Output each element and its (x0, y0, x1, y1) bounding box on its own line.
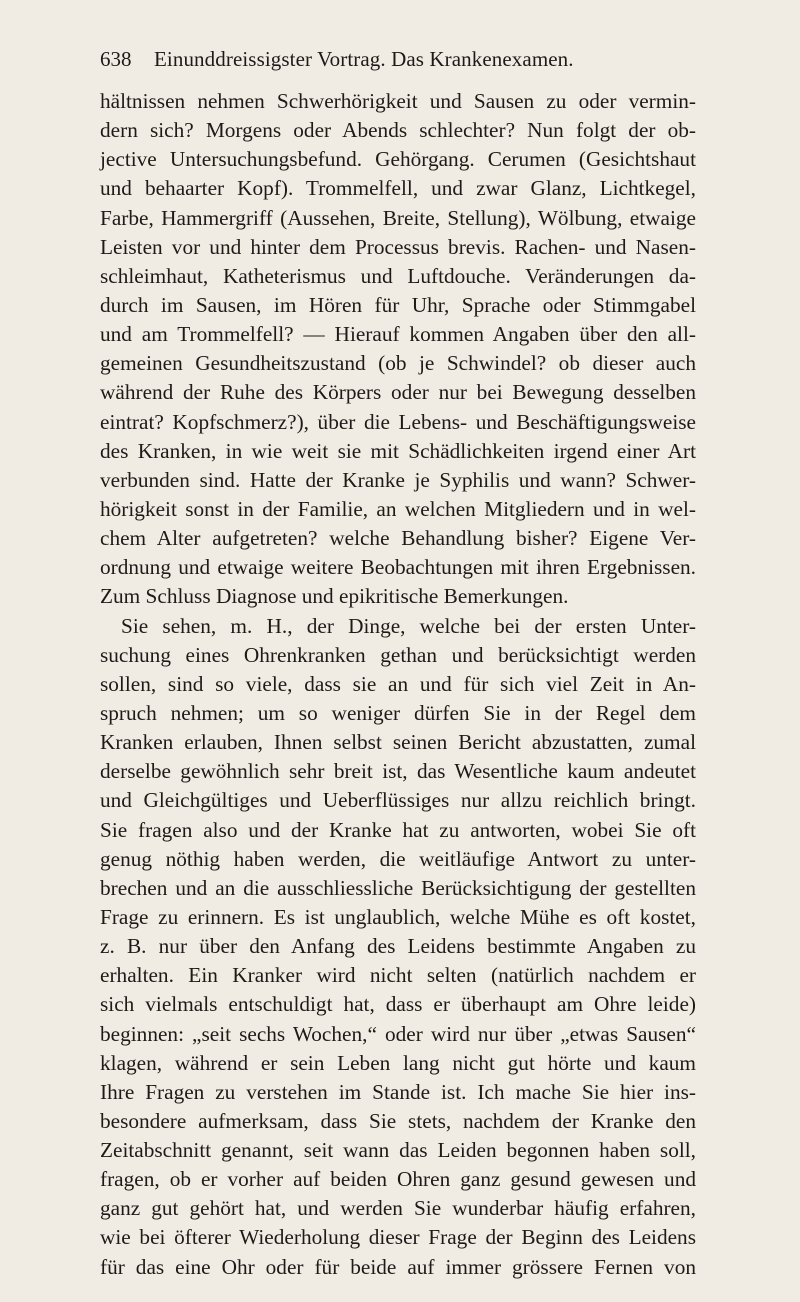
text-line: Ihre Fragen zu verstehen im Stande ist. Ich mache Sie hier ins- (100, 1079, 696, 1104)
text-line: durch im Sausen, im Hören für Uhr, Sprache oder Stimmgabel (100, 292, 696, 317)
text-line: Leisten vor und hinter dem Processus brevis. Rachen- und Nasen- (100, 234, 696, 259)
text-line: sollen, sind so viele, dass sie an und für sich viel Zeit in An- (100, 671, 696, 696)
running-head (100, 44, 696, 74)
text-line: während der Ruhe des Körpers oder nur bei Bewegung desselben (100, 380, 696, 405)
text-line: beginnen: „seit sechs Wochen,“ oder wird nur über „etwas Sausen“ (100, 1021, 696, 1046)
text-line: chem Alter aufgetreten? welche Behandlung bisher? Eigene Ver- (100, 526, 696, 551)
text-line: Frage zu erinnern. Es ist unglaublich, welche Mühe es oft kostet, (100, 904, 696, 929)
text-line: Kranken erlauben, Ihnen selbst seinen Bericht abzustatten, zumal (100, 730, 696, 755)
text-line: und Gleichgültiges und Ueberflüssiges nur allzu reichlich bringt. (100, 788, 696, 813)
paragraph-first-line: Sie sehen, m. H., der Dinge, welche bei der ersten Unter- (121, 613, 696, 638)
page-number: 638 (100, 47, 132, 71)
text-line: derselbe gewöhnlich sehr breit ist, das Wesentliche kaum andeutet (100, 759, 696, 784)
text-line: hörigkeit sonst in der Familie, an welchen Mitgliedern und in wel- (100, 496, 696, 521)
text-line: des Kranken, in wie weit sie mit Schädlichkeiten irgend einer Art (100, 438, 696, 463)
text-line: besondere aufmerksam, dass Sie stets, nachdem der Kranke den (100, 1108, 696, 1133)
text-line: hältnissen nehmen Schwerhörigkeit und Sausen zu oder vermin- (100, 89, 696, 113)
text-line: ordnung und etwaige weitere Beobachtungen mit ihren Ergebnissen. (100, 555, 696, 580)
text-line: Farbe, Hammergriff (Aussehen, Breite, Stellung), Wölbung, etwaige (100, 205, 696, 230)
text-line: erhalten. Ein Kranker wird nicht selten (natürlich nachdem er (100, 963, 696, 988)
text-line: brechen und an die ausschliessliche Berücksichtigung der gestellten (100, 875, 696, 900)
text-line: gemeinen Gesundheitszustand (ob je Schwindel? ob dieser auch (100, 351, 696, 376)
text-line: eintrat? Kopfschmerz?), über die Lebens- und Beschäftigungsweise (100, 409, 696, 434)
text-line: fragen, ob er vorher auf beiden Ohren ganz gesund gewesen und (100, 1167, 696, 1192)
text-line: Sie fragen also und der Kranke hat zu antworten, wobei Sie oft (100, 817, 696, 842)
text-line: z. B. nur über den Anfang des Leidens bestimmte Angaben zu (100, 934, 696, 959)
text-line: sich vielmals entschuldigt hat, dass er überhaupt am Ohre leide) (100, 992, 696, 1017)
text-line: suchung eines Ohrenkranken gethan und berücksichtigt werden (100, 642, 696, 667)
text-line: genug nöthig haben werden, die weitläufige Antwort zu unter- (100, 846, 696, 871)
text-line: klagen, während er sein Leben lang nicht gut hörte und kaum (100, 1050, 696, 1075)
text-line: dern sich? Morgens oder Abends schlechter? Nun folgt der ob- (100, 118, 696, 143)
body-text (100, 87, 696, 1282)
running-title: Einunddreissigster Vortrag. Das Krankenexamen. (154, 47, 574, 71)
text-line: Zeitabschnitt genannt, seit wann das Leiden begonnen haben soll, (100, 1138, 696, 1163)
text-line: schleimhaut, Katheterismus und Luftdouche. Veränderungen da- (100, 263, 696, 288)
text-line: für das eine Ohr oder für beide auf immer grössere Fernen von (100, 1254, 696, 1279)
text-line: ganz gut gehört hat, und werden Sie wunderbar häufig erfahren, (100, 1196, 696, 1221)
text-line: wie bei öfterer Wiederholung dieser Frage der Beginn des Leidens (100, 1225, 696, 1250)
text-line: verbunden sind. Hatte der Kranke je Syphilis und wann? Schwer- (100, 467, 696, 492)
text-line: und behaarter Kopf). Trommelfell, und zwar Glanz, Lichtkegel, (100, 176, 696, 201)
paragraph-end-line: Zum Schluss Diagnose und epikritische Bemerkungen. (100, 584, 569, 609)
text-line: jective Untersuchungsbefund. Gehörgang. Cerumen (Gesichtshaut (100, 147, 696, 172)
text-line: spruch nehmen; um so weniger dürfen Sie in der Regel dem (100, 700, 696, 725)
text-line: und am Trommelfell? — Hierauf kommen Angaben über den all- (100, 322, 696, 347)
